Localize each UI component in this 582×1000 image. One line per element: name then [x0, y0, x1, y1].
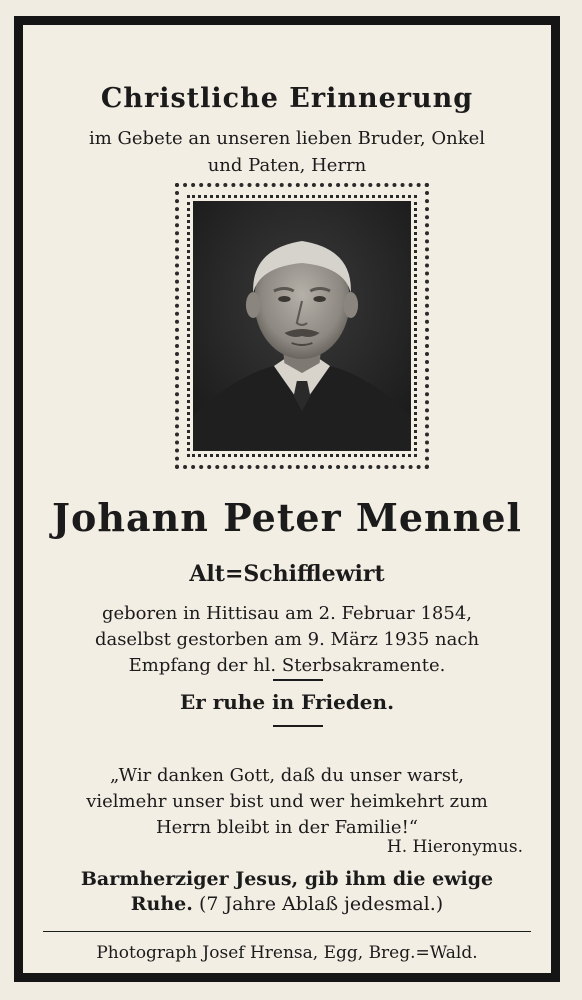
divider-bottom [273, 725, 323, 727]
footer-divider [43, 931, 531, 932]
divider-top [273, 679, 323, 681]
rest-in-peace-text: Er ruhe in Frieden. [179, 690, 395, 714]
occupation-title: Alt=Schifflewirt [189, 561, 385, 587]
portrait-frame [175, 183, 429, 469]
card-content [23, 25, 551, 973]
indulgence-note: (7 Jahre Ablaß jedesmal.) [198, 893, 444, 915]
deceased-name: Johann Peter Mennel [52, 495, 522, 540]
quote-text [53, 763, 521, 841]
intro-line: im Gebete an unseren lieben Bruder, Onkel [88, 128, 486, 149]
bio-line: Empfang der hl. Sterbsakramente. [128, 655, 446, 676]
bio-line: daselbst gestorben am 9. März 1935 nach [94, 629, 480, 650]
intro-line: und Paten, Herrn [207, 155, 367, 176]
bio-line: geboren in Hittisau am 2. Februar 1854, [101, 603, 473, 624]
prayer-bold-line: Ruhe. [130, 893, 193, 915]
quote-line: „Wir danken Gott, daß du unser warst, [110, 765, 464, 786]
biography-text [53, 601, 521, 679]
portrait-photo [193, 201, 411, 451]
prayer-bold-line: Barmherziger Jesus, gib ihm die ewige [80, 868, 494, 890]
prayer-text [35, 867, 539, 917]
quote-line: vielmehr unser bist und wer heimkehrt zum [86, 791, 488, 812]
intro-text [63, 125, 511, 179]
portrait-illustration [193, 201, 411, 451]
card-title: Christliche Erinnerung [100, 83, 474, 114]
photographer-credit: Photograph Josef Hrensa, Egg, Breg.=Wald. [96, 943, 478, 963]
quote-author: H. Hieronymus. [386, 837, 523, 857]
portrait-frame-inner [187, 195, 417, 457]
black-border-frame [14, 16, 560, 982]
quote-line: Herrn bleibt in der Familie!“ [155, 817, 419, 838]
